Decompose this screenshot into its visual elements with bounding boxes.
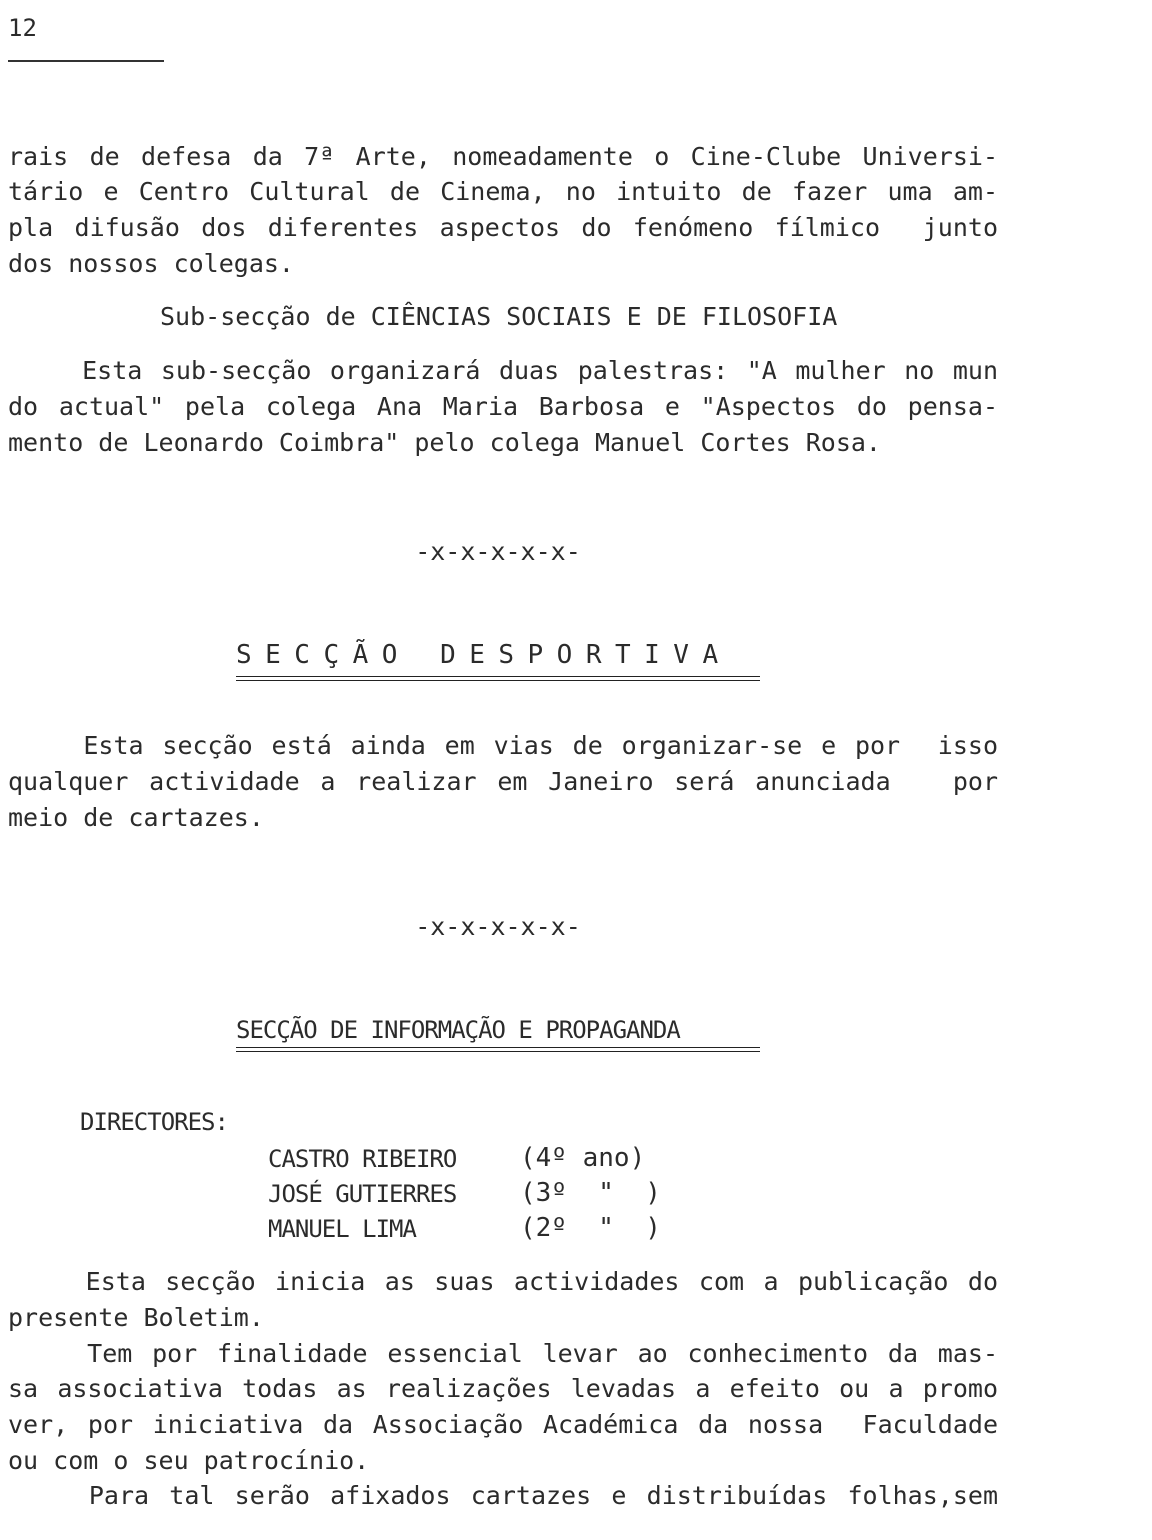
paragraph-line: Esta secção está ainda em vias de organizar-se e por isso [8, 731, 998, 760]
director-name: MANUEL LIMA [268, 1215, 416, 1243]
paragraph-line: ou com o seu patrocínio. [8, 1446, 370, 1475]
page-number-rule [8, 60, 164, 62]
directors-label: DIRECTORES: [80, 1108, 228, 1136]
paragraph-line: mento de Leonardo Coimbra" pelo colega Manuel Cortes Rosa. [8, 428, 881, 457]
subsection-title: Sub-secção de CIÊNCIAS SOCIAIS E DE FILOSOFIA [160, 302, 838, 331]
heading-underline [236, 1051, 760, 1052]
info-section-heading: SECÇÃO DE INFORMAÇÃO E PROPAGANDA [236, 1016, 680, 1044]
paragraph-line: ver, por iniciativa da Associação Académica da nossa Faculdade [8, 1410, 998, 1439]
paragraph-line: Para tal serão afixados cartazes e distribuídas folhas,sem [8, 1481, 998, 1510]
paragraph-line: do actual" pela colega Ana Maria Barbosa e "Aspectos do pensa- [8, 392, 998, 421]
paragraph-line: qualquer actividade a realizar em Janeiro será anunciada por [8, 767, 998, 796]
paragraph-line: tário e Centro Cultural de Cinema, no intuito de fazer uma am- [8, 177, 998, 206]
sports-section-heading: SECÇÃO DESPORTIVA [236, 640, 732, 670]
director-year: (4º ano) [520, 1143, 646, 1173]
paragraph-line: rais de defesa da 7ª Arte, nomeadamente o Cine-Clube Universi- [8, 142, 998, 171]
heading-underline [236, 676, 760, 677]
section-separator: -x-x-x-x-x- [415, 537, 581, 566]
heading-underline [236, 680, 760, 681]
paragraph-line: Esta sub-secção organizará duas palestras: "A mulher no mun [8, 356, 998, 385]
paragraph-line: dos nossos colegas. [8, 249, 294, 278]
director-year: (2º " ) [520, 1213, 661, 1243]
director-name: JOSÉ GUTIERRES [268, 1180, 457, 1208]
page-number: 12 [8, 14, 37, 42]
paragraph-line: Esta secção inicia as suas actividades com a publicação do [8, 1267, 998, 1296]
paragraph-line: meio de cartazes. [8, 803, 264, 832]
paragraph-line: presente Boletim. [8, 1303, 264, 1332]
heading-underline [236, 1047, 760, 1048]
paragraph-line: Tem por finalidade essencial levar ao conhecimento da mas- [8, 1339, 998, 1368]
paragraph-line: pla difusão dos diferentes aspectos do fenómeno fílmico junto [8, 213, 998, 242]
paragraph-line: sa associativa todas as realizações levadas a efeito ou a promo [8, 1374, 998, 1403]
director-year: (3º " ) [520, 1178, 661, 1208]
director-name: CASTRO RIBEIRO [268, 1145, 457, 1173]
section-separator: -x-x-x-x-x- [415, 912, 581, 941]
